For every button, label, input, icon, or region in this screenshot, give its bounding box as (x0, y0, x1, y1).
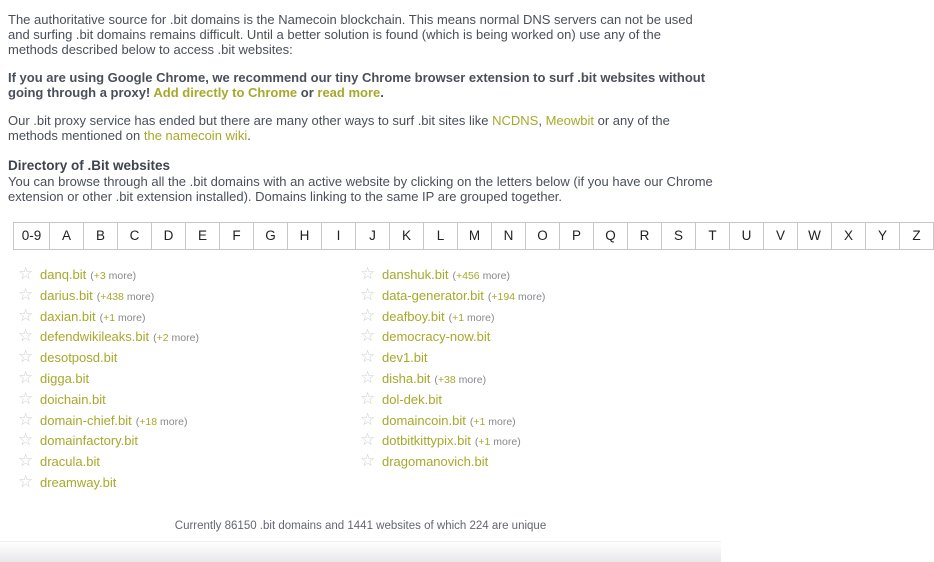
read-more-link[interactable]: read more (317, 85, 381, 100)
star-icon[interactable]: ☆ (360, 264, 376, 283)
star-icon[interactable]: ☆ (360, 305, 376, 325)
star-icon[interactable]: ☆ (18, 284, 34, 304)
domain-link[interactable]: data-generator.bit (382, 287, 484, 303)
domain-row (10, 410, 350, 431)
alphabet-link-n[interactable]: N (492, 223, 526, 249)
star-icon[interactable]: ☆ (360, 388, 376, 408)
directory-heading: Directory of .Bit websites (8, 158, 171, 173)
alphabet-link-f[interactable]: F (220, 223, 254, 249)
more-label: more (479, 270, 507, 282)
more-paren-open: ( (99, 311, 104, 324)
star-icon[interactable]: ☆ (18, 305, 34, 325)
more-paren-close: ) (512, 415, 516, 428)
more-paren-open: ( (153, 332, 157, 345)
alphabet-link-c[interactable]: C (118, 223, 152, 249)
add-to-chrome-link[interactable]: Add directly to Chrome (153, 85, 298, 100)
more-paren-close: ) (141, 311, 146, 324)
more-paren-open: ( (135, 415, 140, 428)
more-label: more (490, 436, 518, 449)
domain-link[interactable]: danshuk.bit (382, 267, 449, 282)
footer-divider (0, 541, 721, 562)
domain-row (10, 368, 350, 389)
domain-link[interactable]: digga.bit (40, 370, 90, 386)
chrome-notice-suffix-text: . (380, 85, 384, 100)
more-count-link[interactable]: +18 (139, 415, 158, 428)
domain-link[interactable]: domain-chief.bit (40, 412, 132, 428)
proxy-middle-text: or any of the methods mentioned on (8, 113, 670, 143)
meowbit-link[interactable]: Meowbit (545, 113, 595, 128)
star-icon[interactable]: ☆ (18, 264, 34, 283)
more-label: more (485, 415, 513, 428)
domain-row (352, 347, 692, 368)
more-count-link[interactable]: +38 (437, 373, 456, 386)
left-column (10, 264, 350, 493)
alphabet-link-z[interactable]: Z (900, 223, 934, 249)
star-icon[interactable]: ☆ (360, 284, 376, 304)
domain-link[interactable]: domainfactory.bit (40, 433, 139, 449)
star-icon[interactable]: ☆ (360, 347, 376, 367)
more-paren-open: ( (469, 415, 474, 428)
alphabet-link-v[interactable]: V (764, 223, 798, 249)
domain-link[interactable]: defendwikileaks.bit (40, 329, 150, 345)
more-count-link[interactable]: +1 (103, 311, 116, 324)
more-paren-close: ) (150, 290, 155, 303)
domain-row (352, 389, 692, 410)
domain-row (352, 451, 692, 472)
alphabet-link-x[interactable]: X (832, 223, 866, 249)
alphabet-nav-wrapper (8, 222, 921, 250)
more-paren-open: ( (474, 436, 479, 449)
proxy-paragraph (8, 113, 713, 143)
domain-row (10, 264, 350, 285)
star-icon[interactable]: ☆ (360, 367, 376, 387)
alphabet-link-d[interactable]: D (152, 223, 186, 249)
ncdns-link[interactable]: NCDNS (492, 113, 539, 128)
star-icon[interactable]: ☆ (360, 451, 376, 471)
alphabet-link-t[interactable]: T (696, 223, 730, 249)
domain-link[interactable]: deafboy.bit (382, 308, 445, 324)
more-label: more (455, 373, 483, 386)
more-paren-close: ) (183, 415, 188, 428)
more-paren-open: ( (452, 270, 456, 282)
more-count-group (488, 291, 546, 303)
alphabet-link-p[interactable]: P (560, 223, 594, 249)
more-paren-open: ( (90, 270, 94, 282)
more-count-group (434, 374, 486, 386)
domain-row (352, 326, 692, 347)
domain-link[interactable]: domaincoin.bit (382, 412, 466, 428)
alphabet-nav (13, 222, 934, 250)
page-footer (0, 516, 721, 562)
domain-link[interactable]: danq.bit (40, 267, 87, 282)
more-paren-close: ) (132, 270, 137, 282)
domain-link[interactable]: dreamway.bit (40, 474, 117, 490)
more-count-group (449, 312, 495, 324)
domain-row (10, 451, 350, 472)
more-label: more (157, 415, 184, 428)
domain-link[interactable]: disha.bit (382, 370, 431, 386)
domain-row (10, 472, 350, 493)
more-count-group (136, 416, 188, 428)
domain-link[interactable]: dev1.bit (382, 350, 428, 366)
alphabet-link-q[interactable]: Q (594, 223, 628, 249)
more-paren-open: ( (448, 311, 453, 324)
more-count-group (90, 270, 136, 282)
alphabet-link-g[interactable]: G (254, 223, 288, 249)
alphabet-link-b[interactable]: B (84, 223, 118, 249)
proxy-comma-text: , (538, 113, 546, 128)
alphabet-link-h[interactable]: H (288, 223, 322, 249)
alphabet-link-i[interactable]: I (322, 223, 356, 249)
domain-link[interactable]: doichain.bit (40, 391, 106, 407)
alphabet-link-m[interactable]: M (458, 223, 492, 249)
star-icon[interactable]: ☆ (18, 471, 34, 491)
domain-row (10, 430, 350, 451)
more-paren-open: ( (96, 290, 101, 303)
star-icon[interactable]: ☆ (360, 409, 376, 429)
more-paren-open: ( (434, 373, 438, 386)
chrome-extension-notice (8, 70, 713, 100)
proxy-prefix-text: Our .bit proxy service has ended but there are many other ways to surf .bit sites like (8, 113, 493, 128)
more-count-group (100, 312, 146, 324)
alphabet-link-0-9[interactable]: 0-9 (14, 223, 50, 249)
more-count-group (470, 416, 516, 428)
more-count-link[interactable]: +1 (473, 415, 486, 428)
more-label: more (464, 311, 491, 324)
alphabet-link-s[interactable]: S (662, 223, 696, 249)
domain-row (352, 264, 692, 285)
star-icon[interactable]: ☆ (18, 451, 34, 471)
alphabet-link-r[interactable]: R (628, 223, 662, 249)
domain-row (10, 285, 350, 306)
more-label: more (168, 332, 196, 345)
more-count-group (453, 270, 511, 282)
more-count-link[interactable]: +1 (452, 311, 465, 324)
alphabet-link-e[interactable]: E (186, 223, 220, 249)
more-count-group (97, 291, 155, 303)
domain-link[interactable]: dracula.bit (40, 454, 100, 470)
more-count-link[interactable]: +456 (456, 270, 480, 282)
more-paren-close: ) (541, 290, 546, 303)
proxy-suffix-text: . (247, 128, 251, 143)
domain-link[interactable]: dol-dek.bit (382, 391, 442, 407)
more-paren-close: ) (195, 332, 199, 345)
more-paren-close: ) (506, 270, 510, 282)
domain-link[interactable]: democracy-now.bit (382, 329, 491, 345)
domain-row (10, 306, 350, 327)
intro-paragraph: The authoritative source for .bit domains is the Namecoin blockchain. This means normal DNS servers can not be used and surfing .bit domains remains difficult. Until a better solution is found (which is being worked on) use any of the methods described below to access .bit websites: (8, 12, 693, 57)
more-count-link[interactable]: +438 (100, 290, 124, 303)
domain-link[interactable]: daxian.bit (40, 308, 96, 324)
more-label: more (115, 311, 142, 324)
more-paren-close: ) (517, 436, 521, 449)
star-icon[interactable]: ☆ (18, 430, 34, 450)
more-count-link[interactable]: +1 (478, 436, 491, 449)
star-icon[interactable]: ☆ (18, 326, 34, 346)
more-paren-open: ( (487, 290, 492, 303)
directory-description: You can browse through all the .bit domains with an active website by clicking on the letters below (if you have our Chrome extension or other .bit extension installed). Domains linking to the same IP are grouped together. (8, 174, 713, 204)
alphabet-link-w[interactable]: W (798, 223, 832, 249)
more-count-link[interactable]: +194 (491, 290, 516, 303)
more-count-group (153, 332, 199, 344)
star-icon[interactable]: ☆ (18, 388, 34, 408)
alphabet-link-u[interactable]: U (730, 223, 764, 249)
star-icon[interactable]: ☆ (18, 409, 34, 429)
domain-link[interactable]: desotposd.bit (40, 350, 118, 366)
footer-status-text: Currently 86150 .bit domains and 1441 websites of which 224 are unique (174, 520, 547, 532)
namecoin-wiki-link[interactable]: the namecoin wiki (143, 128, 248, 143)
more-paren-close: ) (490, 311, 495, 324)
domain-row (10, 326, 350, 347)
star-icon[interactable]: ☆ (18, 347, 34, 367)
alphabet-link-k[interactable]: K (390, 223, 424, 249)
domain-row (352, 306, 692, 327)
domain-row (352, 410, 692, 431)
star-icon[interactable]: ☆ (18, 367, 34, 387)
domain-link[interactable]: dragomanovich.bit (382, 454, 489, 470)
domain-link[interactable]: dotbitkittypix.bit (382, 433, 471, 449)
more-count-link[interactable]: +2 (156, 332, 169, 345)
chrome-notice-prefix-text: If you are using Google Chrome, we recommend our tiny Chrome browser extension to surf .bit websites without going through a proxy! (8, 70, 706, 100)
more-label: more (515, 290, 542, 303)
more-count-group (475, 436, 521, 448)
more-paren-close: ) (482, 373, 487, 386)
domain-row (352, 285, 692, 306)
more-label: more (123, 290, 151, 303)
star-icon[interactable]: ☆ (360, 326, 376, 346)
alphabet-link-a[interactable]: A (50, 223, 84, 249)
alphabet-link-y[interactable]: Y (866, 223, 900, 249)
domain-row (352, 430, 692, 451)
alphabet-link-j[interactable]: J (356, 223, 390, 249)
more-count-link[interactable]: +3 (93, 270, 106, 282)
alphabet-link-l[interactable]: L (424, 223, 458, 249)
domain-row (352, 368, 692, 389)
domain-row (10, 347, 350, 368)
right-column (350, 264, 692, 493)
more-label: more (105, 270, 133, 282)
star-icon[interactable]: ☆ (360, 430, 376, 450)
domain-listing (8, 264, 713, 493)
chrome-notice-or-text: or (297, 85, 318, 100)
domain-row (10, 389, 350, 410)
alphabet-link-o[interactable]: O (526, 223, 560, 249)
domain-link[interactable]: darius.bit (40, 287, 93, 303)
